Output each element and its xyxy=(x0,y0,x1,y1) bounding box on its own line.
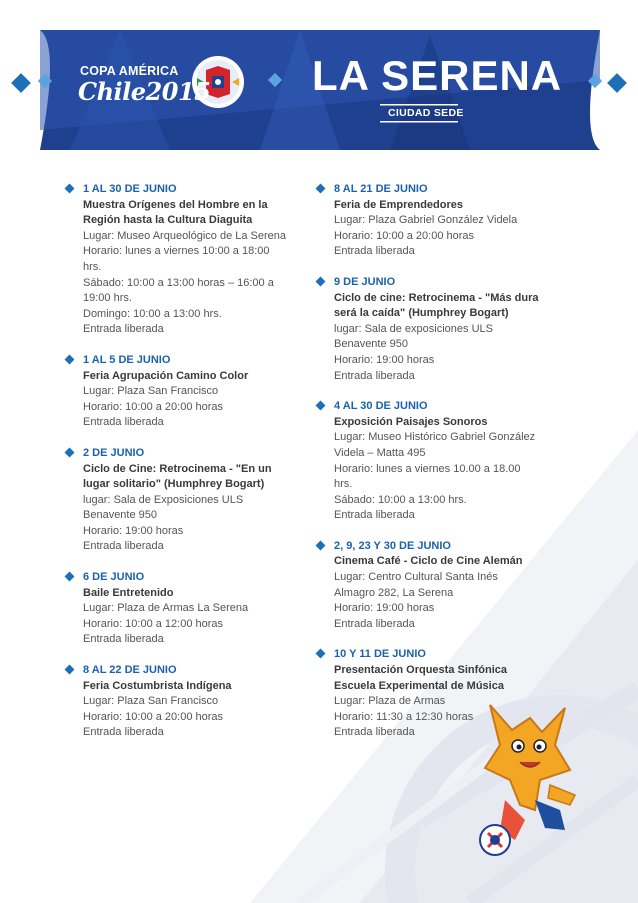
event-title: Escuela Experimental de Música xyxy=(334,679,504,692)
right-diamonds xyxy=(588,73,627,93)
event-detail: Horario: 19:00 horas xyxy=(334,602,435,615)
event-title: Presentación Orquesta Sinfónica xyxy=(334,664,507,677)
event-date: 2 DE JUNIO xyxy=(83,446,145,459)
event-date: 10 Y 11 DE JUNIO xyxy=(334,648,426,661)
event-detail: lugar: Sala de Exposiciones ULS xyxy=(83,493,244,506)
event-detail: Lugar: Museo Arqueológico de La Serena xyxy=(83,229,287,242)
event-detail: Entrada liberada xyxy=(83,416,164,429)
event-detail: Sábado: 10:00 a 13:00 horas – 16:00 a xyxy=(83,276,274,289)
event-item xyxy=(317,647,539,741)
event-item xyxy=(317,275,539,384)
event-item xyxy=(66,570,288,648)
event-date: 8 AL 22 DE JUNIO xyxy=(83,664,177,677)
event-title: Muestra Orígenes del Hombre en la xyxy=(83,198,268,211)
event-detail: Entrada liberada xyxy=(83,726,164,739)
event-detail: Lugar: Plaza de Armas xyxy=(334,695,446,708)
diamond-bullet-icon xyxy=(65,447,75,457)
event-title: será la caída" (Humphrey Bogart) xyxy=(334,307,509,320)
event-detail: lugar: Sala de exposiciones ULS xyxy=(334,322,493,335)
left-event-column xyxy=(66,182,288,756)
event-item xyxy=(66,446,288,555)
diamond-bullet-icon xyxy=(65,354,75,364)
event-title: Exposición Paisajes Sonoros xyxy=(334,415,488,428)
event-detail: Horario: 10:00 a 12:00 horas xyxy=(83,617,224,630)
event-detail: Entrada liberada xyxy=(83,323,164,336)
event-item xyxy=(317,539,539,633)
diamond-bullet-icon xyxy=(316,401,326,411)
event-detail: Lugar: Plaza de Armas La Serena xyxy=(83,602,249,615)
event-detail: Horario: 11:30 a 12:30 horas xyxy=(334,710,474,723)
event-detail: Videla – Matta 495 xyxy=(334,446,426,459)
event-detail: Lugar: Plaza San Francisco xyxy=(83,385,219,398)
event-item xyxy=(66,663,288,741)
city-title: LA SERENA xyxy=(312,52,563,99)
diamond-bullet-icon xyxy=(316,277,326,287)
event-detail: Lugar: Plaza Gabriel González Videla xyxy=(334,214,518,227)
event-detail: Entrada liberada xyxy=(334,369,415,382)
event-item xyxy=(66,353,288,431)
event-title: Feria de Emprendedores xyxy=(334,198,463,211)
event-detail: 19:00 hrs. xyxy=(83,292,132,305)
event-detail: Benavente 950 xyxy=(83,509,158,522)
event-date: 4 AL 30 DE JUNIO xyxy=(334,400,428,413)
diamond-bullet-icon xyxy=(65,184,75,194)
event-detail: Horario: lunes a viernes 10:00 a 18:00 hrs. xyxy=(83,245,270,273)
event-detail: Entrada liberada xyxy=(334,726,415,739)
event-detail: Lugar: Museo Histórico Gabriel González xyxy=(334,431,536,444)
diamond-bullet-icon xyxy=(65,572,75,582)
event-detail: Lugar: Centro Cultural Santa Inés xyxy=(334,571,498,584)
event-detail: Horario: 10:00 a 20:00 horas xyxy=(83,400,224,413)
city-subtitle: CIUDAD SEDE xyxy=(388,107,464,119)
event-item xyxy=(317,399,539,524)
event-detail: Horario: 10:00 a 20:00 horas xyxy=(83,710,224,723)
event-detail: Entrada liberada xyxy=(334,245,415,258)
event-detail: Horario: lunes a viernes 10.00 a 18.00 hrs. xyxy=(334,462,521,491)
event-detail: Entrada liberada xyxy=(334,509,415,522)
header-banner xyxy=(0,0,638,170)
event-detail: Entrada liberada xyxy=(334,617,415,630)
event-title: Ciclo de cine: Retrocinema - "Más dura xyxy=(334,291,539,304)
diamond-bullet-icon xyxy=(65,665,75,675)
event-date: 1 AL 30 DE JUNIO xyxy=(83,183,177,195)
right-event-column xyxy=(317,182,539,756)
event-date: 2, 9, 23 Y 30 DE JUNIO xyxy=(334,539,451,552)
event-title: Feria Agrupación Camino Color xyxy=(83,369,249,382)
event-item xyxy=(66,182,288,338)
event-date: 8 AL 21 DE JUNIO xyxy=(334,183,428,195)
event-item xyxy=(317,182,539,260)
event-date: 9 DE JUNIO xyxy=(334,275,396,288)
event-title: Feria Costumbrista Indígena xyxy=(83,679,232,692)
event-date: 1 AL 5 DE JUNIO xyxy=(83,353,171,366)
event-title: Región hasta la Cultura Diaguita xyxy=(83,214,253,227)
event-detail: Entrada liberada xyxy=(83,633,164,646)
event-detail: Almagro 282, La Serena xyxy=(334,586,454,599)
event-detail: Horario: 19:00 horas xyxy=(83,524,184,537)
event-detail: Horario: 19:00 horas xyxy=(334,353,435,366)
diamond-bullet-icon xyxy=(316,649,326,659)
logo-copa-america: COPA AMÉRICA xyxy=(80,64,179,78)
event-detail: Lugar: Plaza San Francisco xyxy=(83,695,219,708)
event-title: Cinema Café - Ciclo de Cine Alemán xyxy=(334,555,523,568)
diamond-bullet-icon xyxy=(316,540,326,550)
event-title: lugar solitario" (Humphrey Bogart) xyxy=(83,478,265,491)
event-title: Baile Entretenido xyxy=(83,586,174,599)
event-detail: Entrada liberada xyxy=(83,540,164,553)
diamond-bullet-icon xyxy=(316,184,326,194)
event-title: Ciclo de Cine: Retrocinema - "En un xyxy=(83,462,272,475)
event-detail: Sábado: 10:00 a 13:00 hrs. xyxy=(334,493,467,506)
event-detail: Horario: 10:00 a 20:00 horas xyxy=(334,229,475,242)
event-detail: Benavente 950 xyxy=(334,338,409,351)
event-date: 6 DE JUNIO xyxy=(83,571,145,584)
event-detail: Domingo: 10:00 a 13:00 hrs. xyxy=(83,307,222,320)
logo-chile-2015: Chile2015 xyxy=(78,77,211,106)
